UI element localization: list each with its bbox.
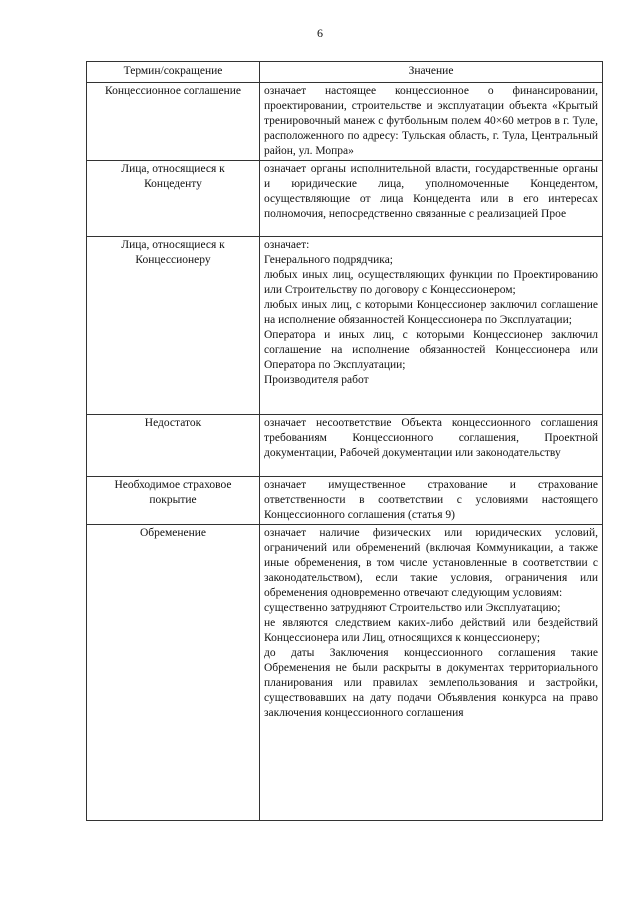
- table-row: [87, 83, 603, 161]
- meaning-cell: [260, 161, 603, 237]
- table-row: [87, 161, 603, 237]
- meaning-cell: [260, 83, 603, 161]
- header-term: Термин/сокращение: [87, 62, 260, 83]
- page-number: 6: [317, 26, 323, 40]
- term-cell: Обременение: [87, 525, 260, 821]
- table-row: [87, 237, 603, 415]
- meaning-paragraph: любых иных лиц, с которыми Концессионер заключил соглашение на исполнение обязанностей Концессионера по Эксплуатации;: [264, 299, 598, 326]
- meaning-paragraph: Генерального подрядчика;: [264, 254, 393, 266]
- meaning-paragraph: означает имущественное страхование и страхование ответственности в соответствии с условиями настоящего Концессионного соглашения (статья 9): [264, 479, 598, 521]
- definitions-table: [86, 61, 603, 821]
- table-header-row: [87, 62, 603, 83]
- table-row: [87, 477, 603, 525]
- meaning-paragraph: Оператора и иных лиц, с которыми Концессионер заключил соглашение на исполнение обязанностей Концессионера или Оператора по Эксплуатации;: [264, 329, 598, 371]
- meaning-paragraph: означает органы исполнительной власти, государственные органы и юридические лица, уполномоченные Концедентом, осуществляющие от лица Концедента или в его интересах полномочия, непосредственно связанные с реализацией Прое: [264, 163, 598, 220]
- term-cell: Лица, относящиеся к Концессионеру: [87, 237, 260, 415]
- meaning-paragraph: существенно затрудняют Строительство или Эксплуатацию;: [264, 602, 561, 614]
- meaning-paragraph: означает настоящее концессионное о финансировании, проектировании, строительстве и эксплуатации объекта «Крытый тренировочный манеж с футбольным полем 40×60 метров в г. Туле, расположенного по адресу: Тульская область, г. Тула, Центральный район, ул. Мопра»: [264, 85, 598, 157]
- meaning-cell: [260, 237, 603, 415]
- meaning-cell: [260, 477, 603, 525]
- meaning-paragraph: до даты Заключения концессионного соглашения такие Обременения не были раскрыты в документах территориального планирования или правилах землепользования и застройки, существовавших на дату подачи Объявления конкурса на право заключения концессионного соглашения: [264, 647, 598, 719]
- header-meaning: Значение: [260, 62, 603, 83]
- meaning-paragraph: означает наличие физических или юридических условий, ограничений или обременений (включая Коммуникации, а также иные обременения, в том числе установленные в соответствии с законодательством), если такие условия, ограничения или обременения одновременно отвечают следующим условиям:: [264, 527, 598, 599]
- term-cell: Концессионное соглашение: [87, 83, 260, 161]
- term-cell: Необходимое страховое покрытие: [87, 477, 260, 525]
- table-row: [87, 415, 603, 477]
- term-cell: Лица, относящиеся к Концеденту: [87, 161, 260, 237]
- meaning-paragraph: Производителя работ: [264, 374, 369, 386]
- term-cell: Недостаток: [87, 415, 260, 477]
- meaning-cell: [260, 525, 603, 821]
- table-row: [87, 525, 603, 821]
- meaning-paragraph: любых иных лиц, осуществляющих функции по Проектированию или Строительству по договору с Концессионером;: [264, 269, 598, 296]
- meaning-paragraph: означает несоответствие Объекта концессионного соглашения требованиям Концессионного соглашения, Проектной документации, Рабочей документации или законодательству: [264, 417, 598, 459]
- meaning-paragraph: означает:: [264, 239, 310, 251]
- meaning-paragraph: не являются следствием каких-либо действий или бездействий Концессионера или Лиц, относящихся к концессионеру;: [264, 617, 598, 644]
- meaning-cell: [260, 415, 603, 477]
